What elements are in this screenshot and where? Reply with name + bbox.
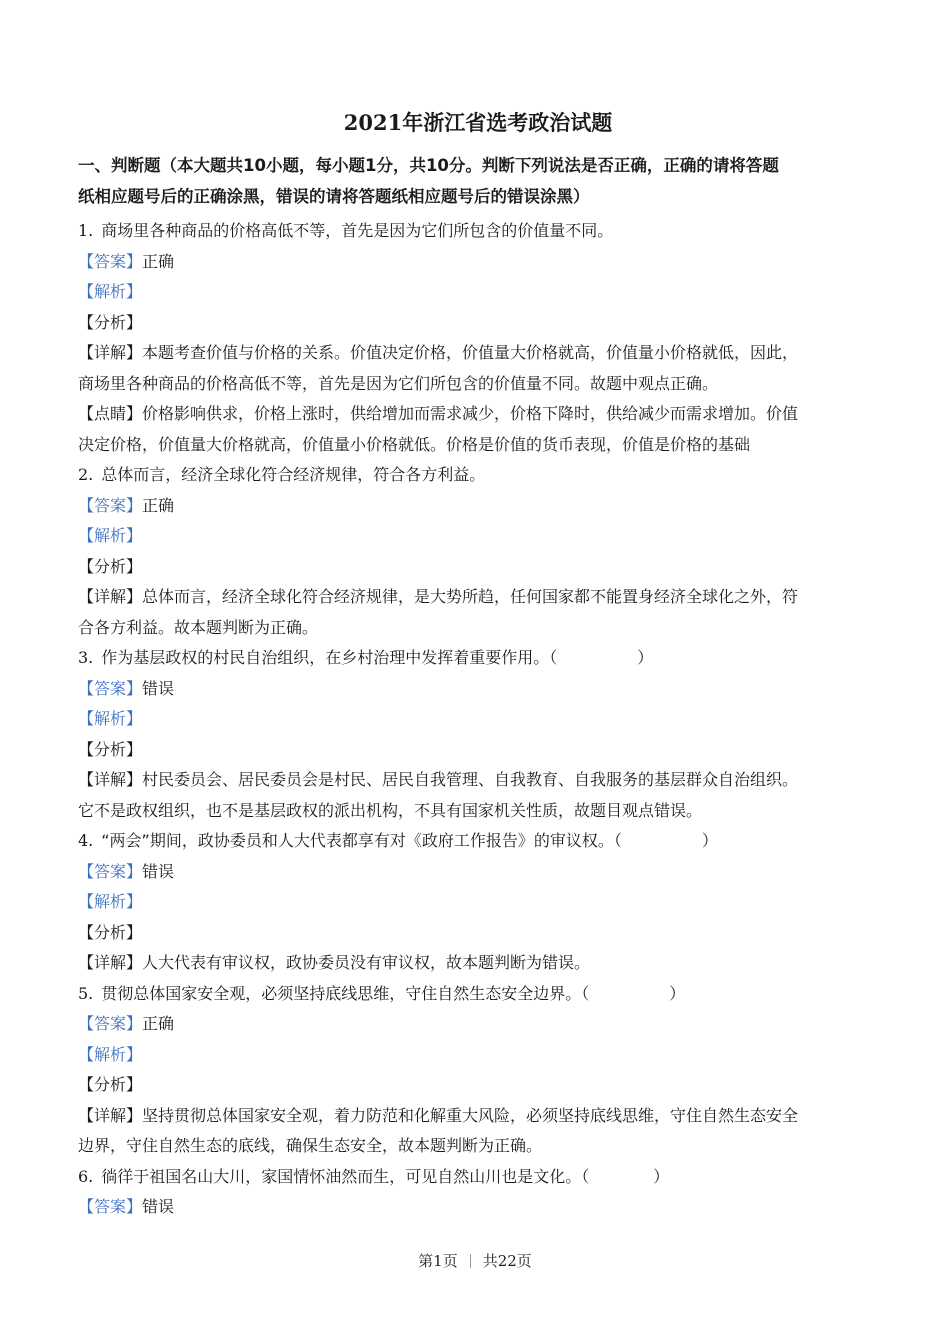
analysis-label: 【解析】 (78, 892, 143, 911)
answer-line (78, 857, 878, 888)
fenxi-line (78, 735, 878, 766)
analysis-line (78, 521, 878, 552)
question-text: 商场里各种商品的价格高低不等，首先是因为它们所包含的价值量不同。 (101, 221, 614, 240)
question-text: “两会”期间，政协委员和人大代表都享有对《政府工作报告》的审议权。（ (101, 831, 622, 850)
answer-line (78, 674, 878, 705)
page-number: 第1页 (418, 1252, 458, 1270)
blank-close: ） (637, 648, 654, 667)
dianjing-line-cont: 决定价格，价值量大价格就高，价值量小价格就低。价格是价值的货币表现，价值是价格的基础 (78, 434, 751, 454)
question-number: 1. (78, 221, 94, 240)
detail-text: 总体而言，经济全球化符合经济规律，是大势所趋，任何国家都不能置身经济全球化之外，符 (142, 587, 799, 606)
question-number: 4. (78, 831, 94, 850)
analysis-label: 【解析】 (78, 282, 143, 301)
question-5 (78, 979, 878, 1010)
detail-line-cont: 合各方利益。故本题判断为正确。 (78, 617, 319, 637)
question-number: 2. (78, 465, 94, 484)
detail-line-cont: 商场里各种商品的价格高低不等，首先是因为它们所包含的价值量不同。故题中观点正确。 (78, 373, 719, 393)
answer-label: 【答案】 (78, 495, 143, 515)
detail-line (78, 948, 878, 979)
question-text: 作为基层政权的村民自治组织，在乡村治理中发挥着重要作用。（ (101, 648, 558, 667)
question-text: 总体而言，经济全球化符合经济规律，符合各方利益。 (101, 465, 486, 484)
answer-line (78, 247, 878, 278)
answer-value: 正确 (142, 495, 175, 515)
footer-divider (470, 1254, 471, 1268)
question-2 (78, 460, 878, 491)
fenxi-label: 【分析】 (78, 556, 143, 576)
answer-label: 【答案】 (78, 251, 143, 271)
question-number: 3. (78, 648, 94, 667)
analysis-line (78, 1040, 878, 1071)
question-4 (78, 826, 878, 857)
analysis-label: 【解析】 (78, 1044, 143, 1064)
fenxi-line (78, 1070, 878, 1101)
analysis-line (78, 704, 878, 735)
question-text: 贯彻总体国家安全观，必须坚持底线思维，守住自然生态安全边界。（ (101, 983, 590, 1003)
detail-line (78, 1101, 878, 1132)
detail-text: 人大代表有审议权，政协委员没有审议权，故本题判断为错误。 (142, 953, 591, 972)
answer-value: 正确 (142, 1014, 175, 1033)
section-heading-line-2: 纸相应题号后的正确涂黑，错误的请将答题纸相应题号后的错误涂黑） (78, 187, 590, 206)
fenxi-line (78, 308, 878, 339)
question-text: 徜徉于祖国名山大川，家国情怀油然而生，可见自然山川也是文化。（ (101, 1166, 590, 1186)
answer-label: 【答案】 (78, 678, 143, 698)
analysis-label: 【解析】 (78, 526, 143, 545)
question-6 (78, 1162, 878, 1193)
detail-line-cont: 它不是政权组织，也不是基层政权的派出机构，不具有国家机关性质，故题目观点错误。 (78, 800, 703, 820)
blank-close: ） (669, 983, 686, 1003)
detail-label: 【详解】 (78, 1105, 143, 1125)
answer-line (78, 491, 878, 522)
answer-line (78, 1192, 878, 1223)
blank-close: ） (701, 831, 718, 850)
detail-line (78, 765, 878, 796)
answer-label: 【答案】 (78, 1197, 143, 1216)
detail-text: 坚持贯彻总体国家安全观，着力防范和化解重大风险，必须坚持底线思维，守住自然生态安全 (142, 1105, 799, 1125)
question-number: 6. (78, 1166, 94, 1186)
question-3 (78, 643, 878, 674)
detail-label: 【详解】 (78, 953, 143, 972)
detail-text: 村民委员会、居民委员会是村民、居民自我管理、自我教育、自我服务的基层群众自治组织。 (142, 770, 799, 789)
dianjing-label: 【点睛】 (78, 404, 143, 423)
fenxi-line (78, 918, 878, 949)
answer-label: 【答案】 (78, 1014, 143, 1033)
detail-text: 本题考查价值与价格的关系。价值决定价格，价值量大价格就高，价值量小价格就低，因此， (142, 343, 799, 362)
analysis-line (78, 887, 878, 918)
detail-label: 【详解】 (78, 587, 143, 606)
answer-value: 错误 (142, 1197, 175, 1216)
analysis-label: 【解析】 (78, 709, 143, 728)
answer-label: 【答案】 (78, 861, 143, 881)
fenxi-label: 【分析】 (78, 739, 143, 759)
fenxi-label: 【分析】 (78, 312, 143, 332)
question-1 (78, 216, 878, 247)
answer-line (78, 1009, 878, 1040)
answer-value: 错误 (142, 678, 175, 698)
fenxi-label: 【分析】 (78, 922, 143, 942)
answer-value: 正确 (142, 251, 175, 271)
analysis-line (78, 277, 878, 308)
dianjing-text: 价格影响供求，价格上涨时，供给增加而需求减少，价格下降时，供给减少而需求增加。价值 (142, 404, 799, 423)
page-footer (0, 1250, 950, 1271)
question-number: 5. (78, 983, 94, 1003)
section-heading (78, 150, 878, 212)
detail-label: 【详解】 (78, 343, 143, 362)
fenxi-label: 【分析】 (78, 1075, 143, 1094)
answer-value: 错误 (142, 861, 175, 881)
detail-line (78, 582, 878, 613)
section-heading-line-1: 一、判断题（本大题共10小题，每小题1分，共10分。判断下列说法是否正确，正确的请将答题 (78, 156, 779, 175)
blank-close: ） (653, 1166, 670, 1186)
document-page (78, 108, 878, 1223)
fenxi-line (78, 552, 878, 583)
detail-label: 【详解】 (78, 770, 143, 789)
detail-line-cont: 边界，守住自然生态的底线，确保生态安全，故本题判断为正确。 (78, 1136, 543, 1155)
detail-line (78, 338, 878, 369)
page-title: 2021年浙江省选考政治试题 (343, 110, 613, 135)
page-total: 共22页 (482, 1252, 532, 1270)
dianjing-line (78, 399, 878, 430)
